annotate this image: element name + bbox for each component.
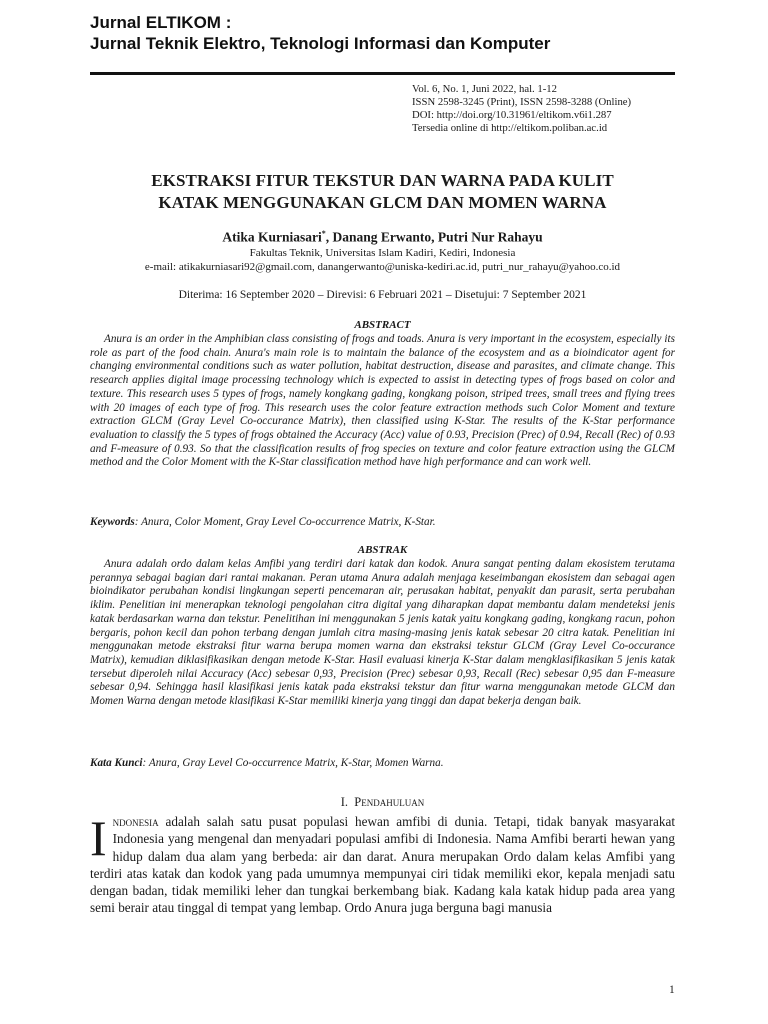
journal-header	[90, 12, 680, 54]
abstract-heading: ABSTRACT	[354, 319, 411, 331]
section-title: Pendahuluan	[354, 795, 425, 809]
intro-first-word: ndonesia	[112, 814, 159, 829]
corresponding-mark: *	[321, 229, 326, 238]
submission-dates: Diterima: 16 September 2020 – Direvisi: 6 Februari 2021 – Disetujui: 7 September 2021	[178, 289, 587, 301]
author-list	[90, 225, 675, 246]
kata-kunci	[90, 756, 675, 770]
page-number: 1	[669, 984, 675, 996]
affiliation: Fakultas Teknik, Universitas Islam Kadiri, Kediri, Indonesia	[249, 247, 516, 259]
doi-link[interactable]: DOI: http://doi.org/10.31961/eltikom.v6i1.287	[412, 109, 612, 121]
section-heading-introduction	[90, 794, 675, 810]
volume-info: Vol. 6, No. 1, Juni 2022, hal. 1-12	[412, 83, 557, 95]
section-number: I.	[340, 795, 349, 809]
online-availability[interactable]: Tersedia online di http://eltikom.poliban.ac.id	[412, 122, 608, 134]
author-others: , Danang Erwanto, Putri Nur Rahayu	[325, 229, 543, 245]
title-line-2: KATAK MENGGUNAKAN GLCM DAN MOMEN WARNA	[158, 193, 607, 212]
issn-info: ISSN 2598-3245 (Print), ISSN 2598-3288 (Online)	[412, 96, 632, 108]
journal-subtitle: Jurnal Teknik Elektro, Teknologi Informasi dan Komputer	[90, 34, 551, 53]
author-emails: e-mail: atikakurniasari92@gmail.com, danangerwanto@uniska-kediri.ac.id, putri_nur_rahayu@yahoo.co.id	[144, 261, 621, 273]
keywords-label: Keywords	[90, 516, 135, 528]
keywords-list: : Anura, Color Moment, Gray Level Co-occurrence Matrix, K-Star.	[134, 516, 436, 528]
abstract-text: Anura is an order in the Amphibian class consisting of frogs and toads. Anura is very important in the ecosystem, especially its role as part of the food chain. Anura's main role is to maintain the balance of the ecosystem and as a bioindicator agent for changing environmental conditions such as water pollution, habitat destruction, disease and parasites, and climate change. This research applies digital image processing technology which is expected to assist in detecting types of frogs based on color and texture. This research uses 5 types of frogs, namely kongkang gading, kongkang poison, striped trees, small trees and flying trees with 20 images of each type of frog. This research uses the color feature extraction methods such Color Moment and texture extraction GLCM (Gray Level Co-occurance Matrix), then classified using K-Star. The results of the K-Star performance evaluation to classify the 5 types of frogs obtained the Accuracy (Acc) value of 0.93, Precision (Prec) of 0.94, Recall (Rec) of 0.93 and F-measure of 0.93. So that the classification results of frog species on texture and color feature extraction using the GLCM method and the Color Moment with the K-Star classification method have high performance and can work well.	[90, 333, 675, 469]
abstrak-text: Anura adalah ordo dalam kelas Amfibi yang terdiri dari katak dan kodok. Anura sangat penting dalam ekosistem terutama perannya sebagai bagian dari rantai makanan. Peran utama Anura adalah menjaga keseimbangan ekosistem dan sebagai agen bioindikator perubahan kondisi lingkungan seperti pencemaran air, perusakan habitat, penyakit dan parasit, serta perubahan iklim. Penelitian ini menerapkan teknologi pengolahan citra digital yang diharapkan dapat membantu dalam mendeteksi jenis katak berdasarkan warna dan tekstur. Penelitihan ini menggunakan 5 jenis katak yaitu kongkang gading, kongkang racun, pohon bergaris, pohon kecil dan pohon terbang dengan jumlah citra masing-masing jenis katak sebesar 20 citra katak. Penelitian ini menggunakan metode ekstraksi fitur warna berupa momen warna dan ekstraksi tekstur GLCM (Gray Level Co-occurance Matrix), kemudian diklasifikasikan dengan metode K-Star. Hasil evaluasi kinerja K-Star dalam mengklasifikasikan 5 jenis katak tersebut diperoleh nilai Accuracy (Acc) sebesar 0,93, Precision (Prec) sebesar 0,93, Recall (Rec) sebesar 0,95 dan F-measure sebesar 0,94. Sehingga hasil klasifikasi jenis katak pada ekstraksi tekstur dan fitur warna menggunakan metode GLCM dan Momen Warna dengan metode klasifikasi K-Star memiliki kinerja yang tinggi dan dapat bekerja dengan baik.	[90, 558, 675, 708]
author-primary: Atika Kurniasari	[222, 229, 322, 245]
paper-title	[90, 170, 675, 214]
title-line-1: EKSTRAKSI FITUR TEKSTUR DAN WARNA PADA KULIT	[151, 171, 614, 190]
intro-paragraph	[90, 810, 675, 917]
abstrak-heading: ABSTRAK	[357, 544, 408, 556]
journal-name: Jurnal ELTIKOM :	[90, 13, 232, 32]
kata-kunci-list: : Anura, Gray Level Co-occurrence Matrix, K-Star, Momen Warna.	[142, 757, 444, 769]
drop-cap: I	[90, 810, 107, 866]
keywords	[90, 515, 675, 529]
intro-text: adalah salah satu pusat populasi hewan amfibi di dunia. Tetapi, tidak banyak masyarakat Indonesia yang mengenal dan menyadari populasi amfibi di Indonesia. Nama Amfibi berarti hewan yang hidup dalam dua alam yang berbeda: air dan darat. Anura merupakan Ordo dalam kelas Amfibi yang terdiri atas katak dan kodok yang pada umumnya mempunyai ciri tidak memiliki ekor, kepala menjadi satu dengan badan, tidak memiliki leher dan tungkai berkembang biak. Kadang kala katak hidup pada area yang semi berair atau tinggal di tempat yang lembap. Ordo Anura juga berguna bagi manusia	[90, 814, 675, 916]
publication-info	[412, 83, 692, 135]
kata-kunci-label: Kata Kunci	[90, 757, 143, 769]
header-divider	[90, 72, 675, 75]
